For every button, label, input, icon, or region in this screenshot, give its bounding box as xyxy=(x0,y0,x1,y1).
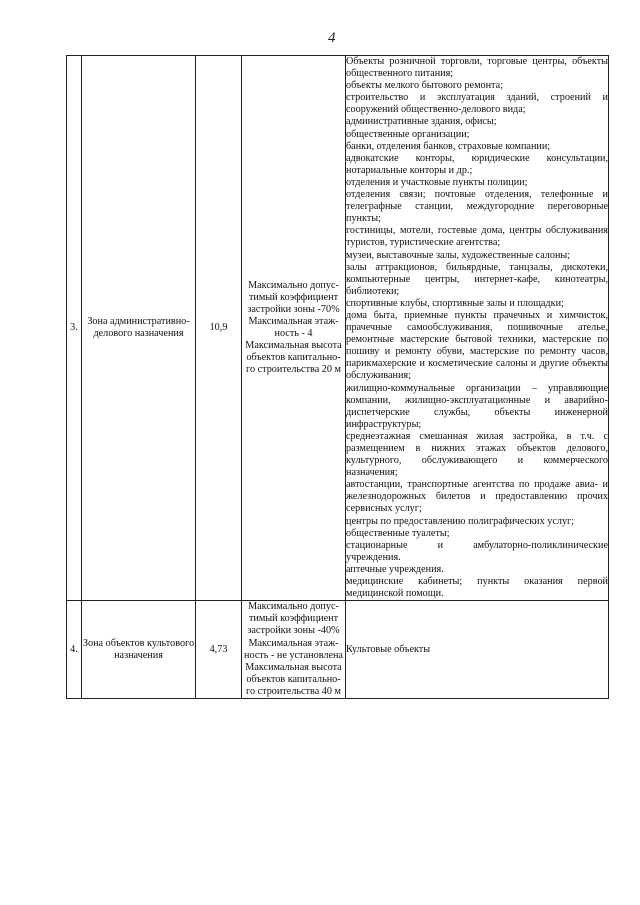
row-number: 3. xyxy=(67,56,82,601)
list-item: строительство и эксплуатация зданий, строений и сооружений общественно-делового вида; xyxy=(346,92,608,116)
uses-list xyxy=(346,56,608,600)
list-item: дома быта, приемные пункты прачечных и химчисток, прачечные самообслуживания, пошивочные ателье, ремонтные мастерские бытовой техники, мастерские по пошиву и ремонту обуви, мастерские по ремонту часов, парикмахерские и косметические салоны и другие объекты обслуживания; xyxy=(346,309,608,382)
list-item: адвокатские конторы, юридические консультации, нотариальные конторы и др.; xyxy=(346,152,608,176)
list-item: жилищно-коммунальные организации – управляющие компании, жилищно-эксплуатационные и аварийно-диспетчерские службы, объекты инженерной инфраструктуры; xyxy=(346,382,608,430)
permitted-uses xyxy=(346,601,609,699)
list-item: спортивные клубы, спортивные залы и площадки; xyxy=(346,297,564,309)
list-item: общественные туалеты; xyxy=(346,527,450,539)
list-item: административные здания, офисы; xyxy=(346,116,497,128)
list-item: музеи, выставочные залы, художественные салоны; xyxy=(346,249,571,261)
list-item: общественные организации; xyxy=(346,128,470,140)
list-item: отделения и участковые пункты полиции; xyxy=(346,176,528,188)
permitted-uses xyxy=(346,56,609,601)
zone-parameters xyxy=(242,56,346,601)
params-floors: Максимальная этаж-ность - 4 xyxy=(248,316,339,340)
params-coefficient: Максимально допус-тимый коэффициент застройки зоны -40% xyxy=(247,601,340,637)
list-item: автостанции, транспортные агентства по продаже авиа- и железнодорожных билетов и предоставлению прочих сервисных услуг; xyxy=(346,479,608,515)
list-item: Культовые объекты xyxy=(346,643,431,655)
list-item: центры по предоставлению полиграфических услуг; xyxy=(346,515,575,527)
table-row xyxy=(67,56,609,601)
list-item: аптечные учреждения. xyxy=(346,563,444,575)
zone-area: 10,9 xyxy=(196,56,242,601)
list-item: банки, отделения банков, страховые компании; xyxy=(346,140,551,152)
page-number: 4 xyxy=(328,30,336,46)
list-item: медицинские кабинеты; пункты оказания первой медицинской помощи. xyxy=(346,576,608,600)
zone-parameters xyxy=(242,601,346,699)
params-height: Максимальная высота объектов капитально-го строительства 40 м xyxy=(245,661,342,697)
list-item: отделения связи; почтовые отделения, телефонные и телеграфные станции, междугородние переговорные пункты; xyxy=(346,189,608,225)
params-height: Максимальная высота объектов капитально-го строительства 20 м xyxy=(245,340,342,376)
params-floors: Максимальная этаж-ность - не установлена xyxy=(244,637,343,661)
zone-name: Зона административно-делового назначения xyxy=(82,56,196,601)
zones-table xyxy=(66,55,609,699)
list-item: стационарные и амбулаторно-поликлинические учреждения. xyxy=(346,539,608,563)
list-item: залы аттракционов, бильярдные, танцзалы, дискотеки, компьютерные центры, интернет-кафе, кинотеатры, библиотеки; xyxy=(346,261,608,297)
params-coefficient: Максимально допус-тимый коэффициент застройки зоны -70% xyxy=(247,279,340,315)
list-item: Объекты розничной торговли, торговые центры, объекты общественного питания; xyxy=(346,56,608,80)
list-item: среднеэтажная смешанная жилая застройка, в т.ч. с размещением в нижних этажах объектов делового, культурного, обслуживающего и коммерческого назначения; xyxy=(346,430,608,479)
table-row xyxy=(67,601,609,699)
row-number: 4. xyxy=(67,601,82,699)
list-item: объекты мелкого бытового ремонта; xyxy=(346,80,503,92)
zone-area: 4,73 xyxy=(196,601,242,699)
zone-name: Зона объектов культового назначения xyxy=(82,601,196,699)
list-item: гостиницы, мотели, гостевые дома, центры обслуживания туристов, туристические агентства; xyxy=(346,225,608,249)
